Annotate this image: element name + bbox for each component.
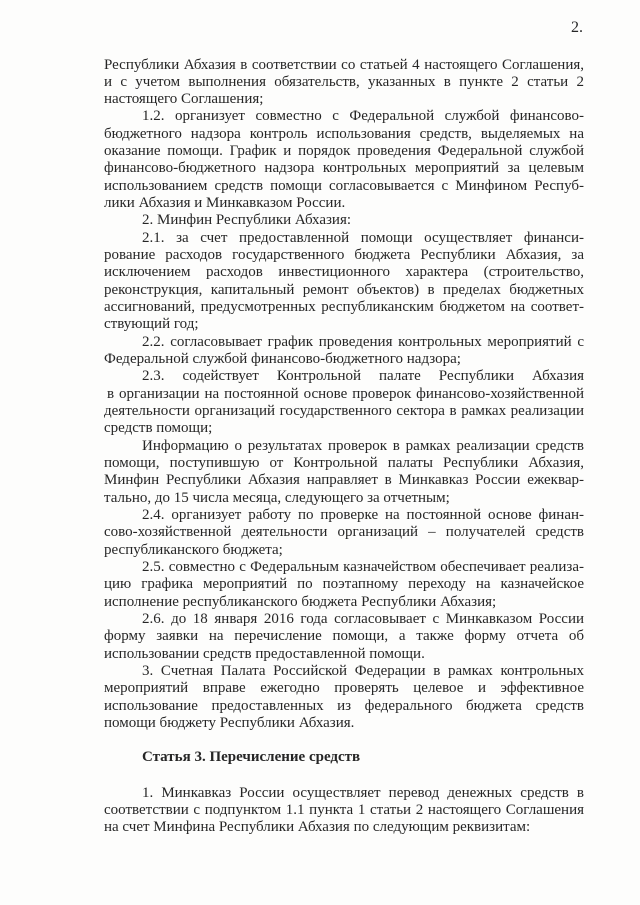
text-line: на счет Минфина Республики Абхазия по следующим реквизитам: (104, 819, 531, 836)
text-line: 2.4. организует работу по проверке на постоянной основе финан- (142, 507, 584, 524)
text-line: Федеральной службой финансово-бюджетного надзора; (104, 351, 461, 368)
text-line: Информацию о результатах проверок в рамках реализации средств (142, 437, 584, 454)
text-line: сово-хозяйственной деятельности организаций – получателей средств (104, 524, 584, 541)
text-line: 3. Счетная Палата Российской Федерации в рамках контрольных (142, 663, 584, 680)
text-line: исполнение республиканского бюджета Республики Абхазия; (104, 593, 497, 610)
text-line: рование расходов государственного бюджета Республики Абхазия, за (104, 247, 584, 264)
text-line: помощи бюджету Республики Абхазия. (104, 715, 355, 732)
text-line: форму заявки на перечисление помощи, а также форму отчета об (104, 628, 584, 645)
text-line: помощи, поступившую от Контрольной палаты Республики Абхазия, (104, 455, 584, 472)
text-line: настоящего Соглашения; (104, 91, 264, 108)
text-line: деятельности организаций государственного сектора в рамках реализации (104, 403, 584, 420)
text-line: 1. Минкавказ России осуществляет перевод денежных средств в (142, 784, 584, 801)
text-line: исключением расходов инвестиционного характера (строительство, (104, 264, 584, 281)
text-line: 2.1. за счет предоставленной помощи осуществляет финанси- (142, 229, 584, 246)
text-line: тально, до 15 числа месяца, следующего за отчетным; (104, 489, 450, 506)
text-line: в организации на постоянной основе проверок финансово-хозяйственной (107, 385, 584, 402)
text-line: финансово-бюджетного надзора контрольных мероприятий за целевым (104, 160, 584, 177)
text-line: реконструкция, капитальный ремонт объектов) в пределах бюджетных (104, 281, 584, 298)
text-line: мероприятий вправе ежегодно проверять целевое и эффективное (104, 680, 584, 697)
text-line: использование предоставленных из федерального бюджета средств (104, 697, 584, 714)
text-line: бюджетного надзора контроль использования средств, выделяемых на (104, 125, 584, 142)
text-line: 2.5. совместно с Федеральным казначейством обеспечивает реализа- (142, 559, 584, 576)
text-line: 2.6. до 18 января 2016 года согласовывает с Минкавказом России (142, 611, 584, 628)
text-line: лики Абхазия и Минкавказом России. (104, 195, 346, 212)
page-number: 2. (571, 19, 583, 36)
text-line: 2.3. содействует Контрольной палате Республики Абхазия (142, 368, 584, 385)
text-line: использовании средств предоставленной помощи. (104, 645, 425, 662)
text-line: и с учетом выполнения обязательств, указанных в пункте 2 статьи 2 (104, 73, 584, 90)
text-line: использованием средств помощи согласовывается с Минфином Респуб- (104, 177, 584, 194)
text-line: ассигнований, предусмотренных республиканским бюджетом на соответ- (104, 299, 584, 316)
text-line: Республики Абхазия в соответствии со статьей 4 настоящего Соглашения, (104, 56, 584, 73)
text-line: 1.2. организует совместно с Федеральной службой финансово- (142, 108, 584, 125)
section-heading: Статья 3. Перечисление средств (142, 748, 361, 765)
text-line: соответствии с подпунктом 1.1 пункта 1 статьи 2 настоящего Соглашения (104, 801, 584, 818)
text-line: оказание помощи. График и порядок проведения Федеральной службой (104, 143, 584, 160)
text-line: средств помощи; (104, 420, 213, 437)
text-line: 2.2. согласовывает график проведения контрольных мероприятий с (142, 333, 584, 350)
text-line: цию графика мероприятий по поэтапному переходу на казначейское (104, 576, 584, 593)
text-line: ствующий год; (104, 316, 199, 333)
text-line: 2. Минфин Республики Абхазия: (142, 212, 352, 229)
text-line: Минфин Республики Абхазия направляет в Минкавказ России ежеквар- (104, 472, 584, 489)
text-line: республиканского бюджета; (104, 541, 283, 558)
